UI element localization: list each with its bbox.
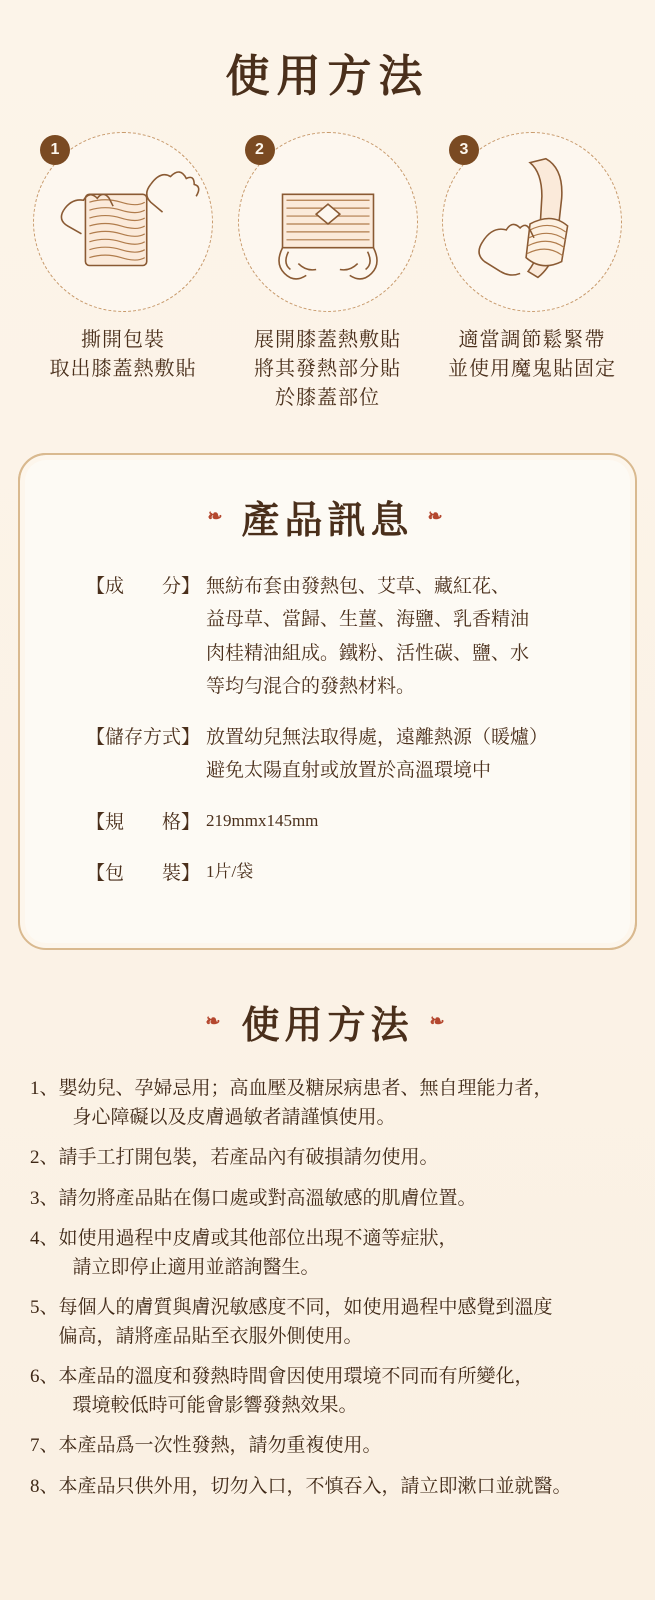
step-number-badge: 3 [449,135,479,165]
step-number-badge: 2 [245,135,275,165]
note-text: 請手工打開包裝，若產品內有破損請勿使用。 [58,1147,439,1168]
usage-notes-title-text: 使用方法 [241,1005,414,1047]
note-text: 本產品只供外用，切勿入口，不慎吞入，請立即漱口並就醫。 [58,1475,572,1497]
list-item [30,1432,629,1461]
info-label: 【儲存方式】 [86,727,201,748]
info-row-packaging [42,857,613,890]
note-number: 5、 [30,1297,59,1318]
info-value: 放置幼兒無法取得處，遠離熱源（暖爐） 避免太陽直射或放置於高溫環境中 [206,727,549,782]
note-text: 本產品的溫度和發熱時間會因使用環境不同而有所變化， 環境較低時可能會影響發熱效果。 [58,1366,534,1416]
step-item [28,132,218,413]
note-number: 2、 [30,1147,59,1168]
note-number: 8、 [30,1475,59,1497]
list-item [30,1473,629,1502]
list-item [30,1294,629,1351]
step-number-badge: 1 [40,135,70,165]
page-title: 使用方法 [225,52,430,101]
note-number: 6、 [30,1366,59,1387]
info-value: 無紡布套由發熱包、艾草、藏紅花、 益母草、當歸、生薑、海鹽、乳香精油 肉桂精油組成。鐵粉、活性碳、鹽、水 等均勻混合的發熱材料。 [206,576,530,697]
step-item [233,132,423,413]
usage-notes-list [0,1075,655,1501]
list-item [30,1225,629,1282]
info-row-specification [42,806,613,839]
product-info-panel [18,453,637,950]
step-caption: 適當調節鬆緊帶 並使用魔鬼貼固定 [448,329,616,380]
ornament-left-icon: ❧ [207,506,228,526]
product-info-title [42,489,613,544]
step-illustration-circle [238,132,418,312]
step-illustration-circle [33,132,213,312]
usage-notes-title [0,994,655,1049]
step-caption: 撕開包裝 取出膝蓋熱敷貼 [49,329,197,380]
list-item [30,1185,629,1214]
note-number: 4、 [30,1228,59,1249]
info-row-ingredients [42,570,613,703]
note-text: 如使用過程中皮膚或其他部位出現不適等症狀， 請立即停止適用並諮詢醫生。 [58,1228,458,1278]
product-info-section [0,413,655,950]
note-text: 本產品爲一次性發熱，請勿重複使用。 [58,1435,382,1456]
info-label: 【包 裝】 [86,862,201,884]
ornament-right-icon: ❧ [429,1011,450,1031]
note-number: 3、 [30,1187,59,1209]
info-label: 【成 分】 [86,576,201,597]
ornament-left-icon: ❧ [205,1011,226,1031]
info-row-storage [42,721,613,788]
list-item [30,1144,629,1173]
hands-unfolding-patch-icon [239,133,417,311]
list-item [30,1363,629,1420]
note-text: 嬰幼兒、孕婦忌用；高血壓及糖尿病患者、無自理能力者， 身心障礙以及皮膚過敏者請謹慎使用。 [58,1078,553,1128]
product-info-title-text: 產品訊息 [241,500,414,542]
note-text: 請勿將產品貼在傷口處或對高溫敏感的肌膚位置。 [58,1187,477,1209]
note-number: 1、 [30,1078,59,1099]
step-item [437,132,627,413]
info-label: 【規 格】 [86,811,201,833]
ornament-right-icon: ❧ [427,506,448,526]
note-number: 7、 [30,1435,59,1456]
steps-section [0,104,655,413]
note-text: 每個人的膚質與膚況敏感度不同，如使用過程中感覺到溫度 偏高，請將產品貼至衣服外側使用。 [58,1297,553,1347]
knee-wrap-strap-icon [443,133,621,311]
hands-tearing-package-icon [34,133,212,311]
info-value: 219mmx145mm [206,810,319,830]
step-illustration-circle [442,132,622,312]
step-caption: 展開膝蓋熱敷貼 將其發熱部分貼 於膝蓋部位 [254,329,401,409]
list-item [30,1075,629,1132]
info-value: 1片/袋 [206,861,254,881]
